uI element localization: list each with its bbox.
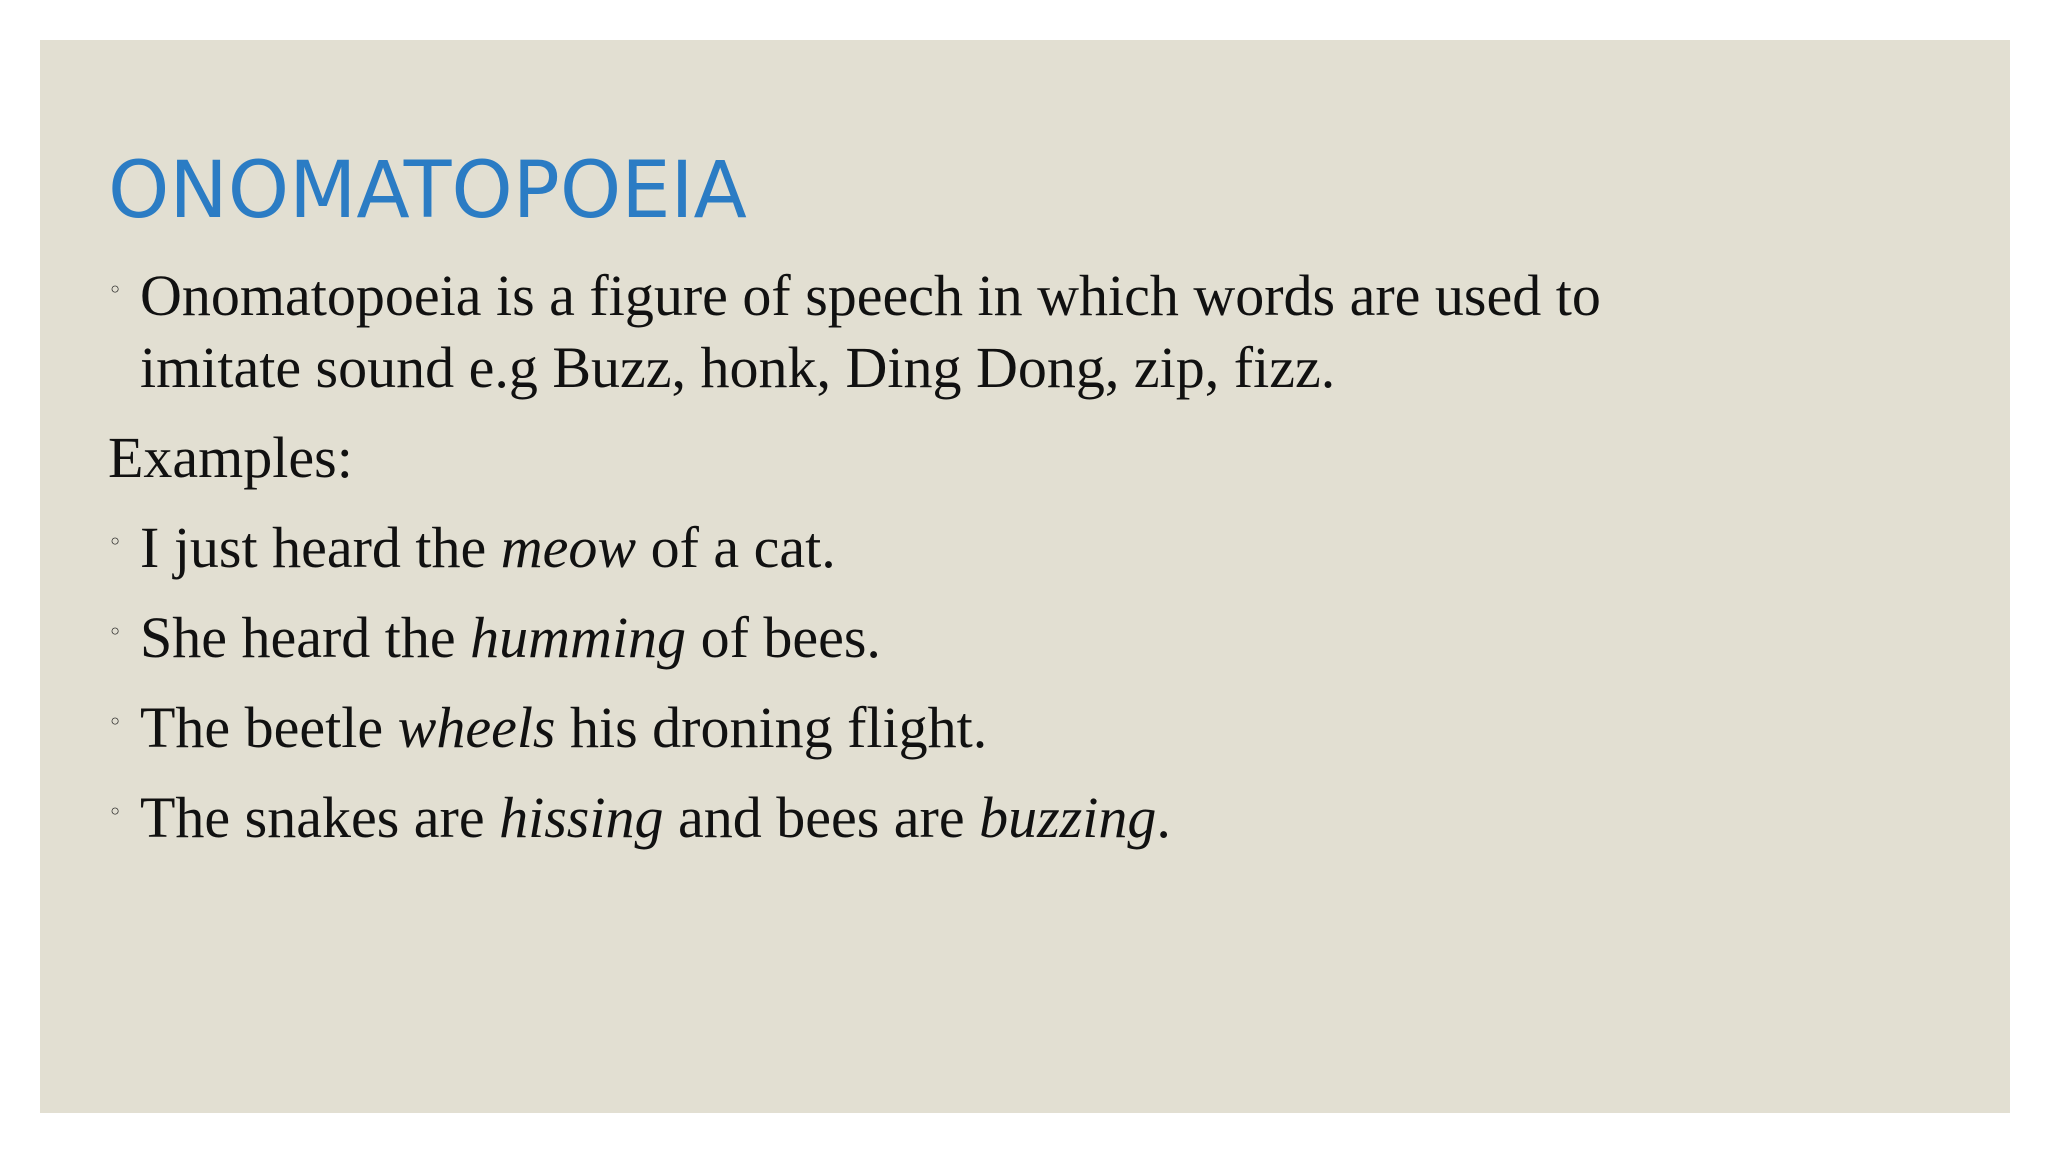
example-text: of bees. (686, 605, 881, 670)
definition-bullet (108, 260, 1868, 404)
slide-body (108, 260, 1868, 872)
example-item (108, 602, 1868, 674)
example-italic-word: wheels (397, 695, 556, 760)
example-text: The beetle (140, 695, 398, 760)
slide (40, 40, 2010, 1113)
example-item (108, 692, 1868, 764)
example-italic-word: hissing (499, 785, 664, 850)
example-italic-word: buzzing (979, 785, 1157, 850)
example-item (108, 512, 1868, 584)
example-text: his droning flight. (555, 695, 988, 760)
bullet-marker-icon: ◦ (108, 276, 123, 304)
example-text: The snakes are (140, 785, 500, 850)
definition-line-1: Onomatopoeia is a figure of speech in which words are used to (140, 263, 1601, 328)
slide-title: ONOMATOPOEIA (108, 146, 747, 236)
example-text: . (1156, 785, 1171, 850)
example-text: of a cat. (636, 515, 836, 580)
bullet-marker-icon: ◦ (108, 528, 123, 556)
definition-line-2: imitate sound e.g Buzz, honk, Ding Dong, zip, fizz. (140, 335, 1336, 400)
bullet-marker-icon: ◦ (108, 708, 123, 736)
example-italic-word: meow (500, 515, 637, 580)
example-text: I just heard the (140, 515, 501, 580)
bullet-marker-icon: ◦ (108, 798, 123, 826)
examples-heading: Examples: (108, 425, 353, 490)
example-text: and bees are (663, 785, 980, 850)
example-text: She heard the (140, 605, 471, 670)
example-item (108, 782, 1868, 854)
example-italic-word: humming (470, 605, 687, 670)
bullet-marker-icon: ◦ (108, 618, 123, 646)
